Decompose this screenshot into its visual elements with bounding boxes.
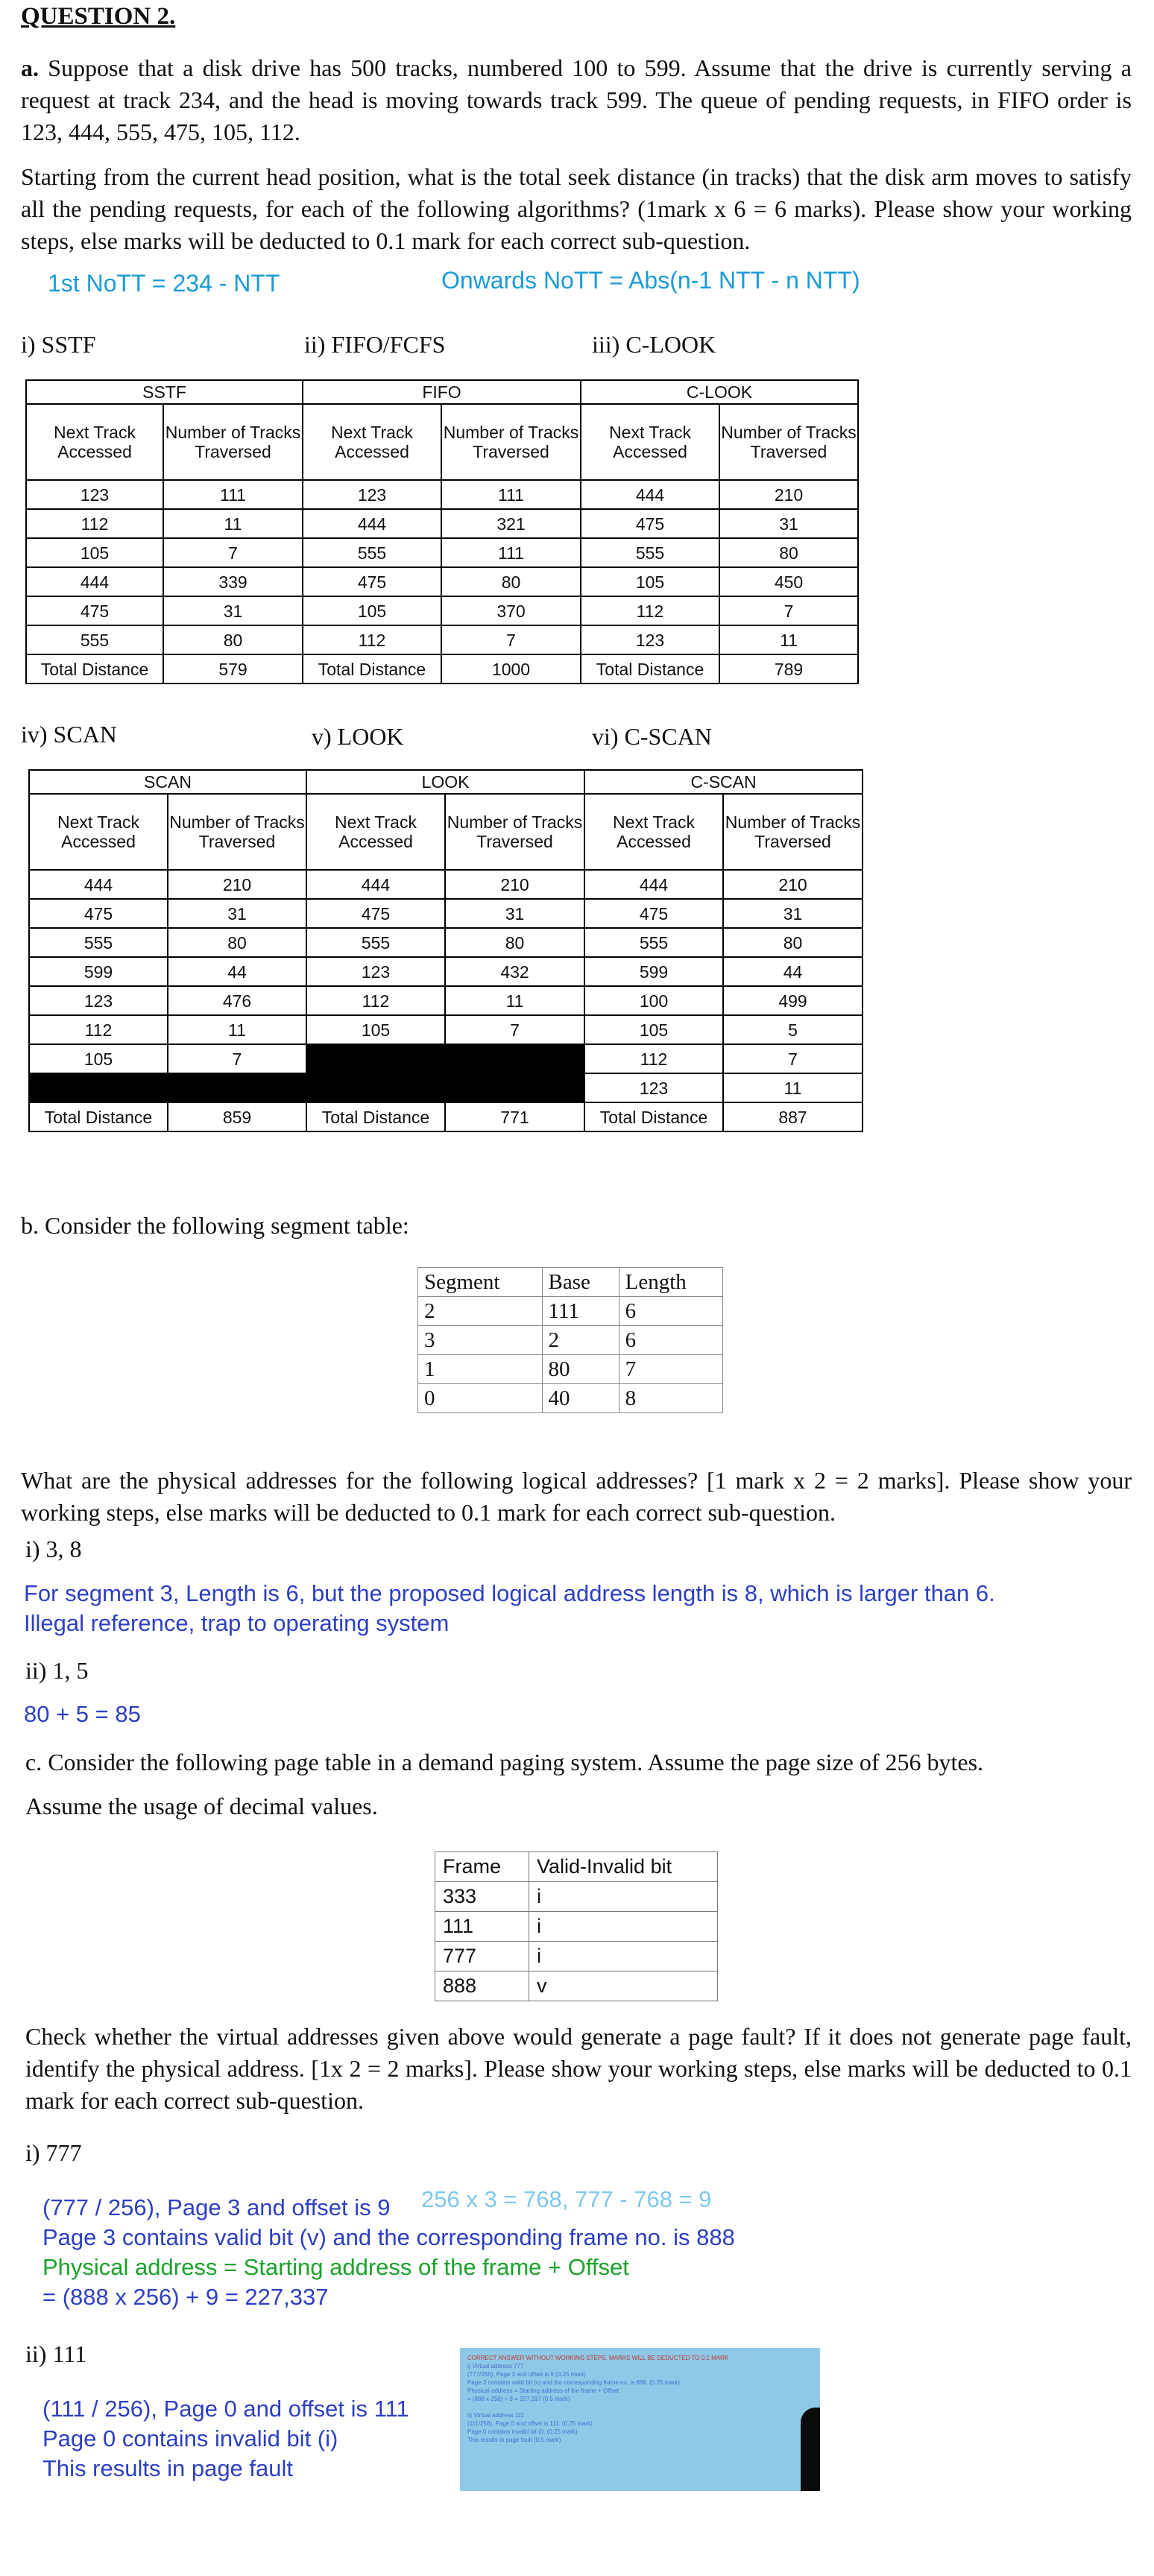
thumbnail-text-line: Page 0 contains invalid bit (i). (0.25 mark) [467,2428,578,2435]
table-cell: 475 [26,596,163,625]
label-look: v) LOOK [312,723,404,750]
total-label: Total Distance [581,654,719,684]
disk-table-row1 [25,379,859,684]
seg-cell: 0 [418,1384,543,1413]
label-sstf: i) SSTF [21,331,96,358]
table-cell: 555 [26,625,163,654]
total-value-fifo: 1000 [441,654,581,684]
part-c-a1-line4: = (888 x 256) + 9 = 227,337 [42,2284,329,2310]
note-onwards-nott: Onwards NoTT = Abs(n-1 NTT - n NTT) [441,267,860,294]
table-cell: 11 [445,986,584,1015]
page-table [435,1852,718,2001]
table-cell: 555 [581,538,719,567]
label-clook: iii) C-LOOK [592,331,716,358]
part-c-a1-line2: Page 3 contains valid bit (v) and the corresponding frame no. is 888 [42,2224,735,2250]
blank-cell [306,1073,445,1102]
table-cell: 123 [303,480,441,509]
table-cell: 432 [445,957,584,986]
seg-cell: 40 [542,1384,619,1413]
page-table-cell: 333 [435,1882,529,1912]
part-b-q2: ii) 1, 5 [25,1657,89,1684]
thumbnail-text-line: Page 3 contains valid bit (v) and the corresponding frame no. is 888. (0.25 mark) [467,2379,681,2386]
total-value-scan: 859 [168,1102,306,1131]
part-a-question: Starting from the current head position, what is the total seek distance (in tracks) that the disk arm moves to satisfy all the pending requests, for each of the following algorithms? (1mark x 6 = 6 marks). Please show your working steps, else marks will be deducted to 0.1 mark for each correct sub-question. [21,163,1132,254]
table-cell: 111 [441,538,581,567]
table-cell: 475 [303,567,441,596]
part-c-a2-line3: This results in page fault [42,2455,294,2481]
page-table-cell: 777 [435,1942,529,1972]
table-cell: 210 [445,870,584,899]
part-c-a2-line1: (111 / 256), Page 0 and offset is 111 [42,2396,409,2422]
page-table-cell: i [529,1942,718,1972]
table-cell: 44 [723,957,863,986]
blank-cell [29,1073,168,1102]
part-c-q1: i) 777 [25,2139,82,2166]
part-b-q1: i) 3, 8 [25,1535,82,1562]
table-cell: 7 [719,596,858,625]
table-cell: 31 [168,899,306,928]
part-c-text-line2: Assume the usage of decimal values. [25,1793,378,1819]
seg-cell: 1 [418,1355,543,1384]
part-a-description [21,52,1132,148]
table-cell: 112 [306,986,445,1015]
table-cell: 112 [584,1044,723,1073]
table-cell: 80 [168,928,306,957]
table-cell: 11 [168,1015,306,1044]
table-cell: 339 [163,567,303,596]
table-cell: 555 [303,538,441,567]
thumbnail-text-line: This results in page fault (0.5 mark) [467,2437,561,2443]
table-cell: 599 [29,957,168,986]
table-cell: 210 [168,870,306,899]
blank-cell [168,1073,306,1102]
table-cell: 321 [441,509,581,538]
table-cell: 123 [581,625,719,654]
table-title-scan: SCAN [29,770,306,794]
table-cell: 80 [441,567,581,596]
table-cell: 105 [584,1015,723,1044]
table-cell: 105 [581,567,719,596]
col-header-next-track: Next Track Accessed [303,404,441,480]
table-cell: 210 [719,480,858,509]
thumbnail-text-line: ii) Virtual address 111 [467,2412,525,2419]
table-cell: 555 [306,928,445,957]
table-cell: 31 [723,899,863,928]
table-cell: 31 [163,596,303,625]
table-cell: 111 [441,480,581,509]
table-cell: 31 [445,899,584,928]
table-cell: 112 [581,596,719,625]
table-cell: 555 [584,928,723,957]
table-title-look: LOOK [306,770,584,794]
table-cell: 5 [723,1015,863,1044]
table-cell: 123 [29,986,168,1015]
total-value-cscan: 887 [723,1102,863,1131]
table-cell: 599 [584,957,723,986]
col-header-tracks-traversed: Number of Tracks Traversed [445,794,584,870]
question-title: QUESTION 2. [21,3,176,30]
total-value-clook: 789 [719,654,858,684]
page-table-cell: v [529,1972,718,2001]
table-cell: 11 [163,509,303,538]
part-c-q2: ii) 111 [25,2340,87,2367]
col-header-next-track: Next Track Accessed [584,794,723,870]
page-table-cell: 111 [435,1912,529,1942]
table-cell: 475 [581,509,719,538]
table-cell: 7 [723,1044,863,1073]
page-table-header: Frame [435,1852,529,1882]
seg-header: Length [619,1268,722,1297]
seg-cell: 6 [619,1326,722,1355]
thumbnail-text-line: (777/256), Page 3 and offset is 9 (0.25 mark) [467,2371,587,2378]
thumbnail-text-line: = (888 x 256) + 9 = 227,337 (0.5 mark) [467,2396,570,2402]
thumbnail-text-line [467,2403,820,2411]
page-table-header: Valid-Invalid bit [529,1852,718,1882]
table-cell: 105 [306,1015,445,1044]
table-cell: 123 [306,957,445,986]
total-value-sstf: 579 [163,654,303,684]
page-table-cell: i [529,1882,718,1912]
table-cell: 444 [26,567,163,596]
page-table-cell: i [529,1912,718,1942]
thumbnail-shadow [801,2408,820,2491]
table-cell: 370 [441,596,581,625]
seg-cell: 2 [418,1297,543,1326]
part-c-question: Check whether the virtual addresses given above would generate a page fault? If it does not generate page fault, identify the physical address. [1x 2 = 2 marks]. Please show your working steps, else marks will be deducted to 0.1 mark for each correct sub-question. [25,2023,1132,2114]
table-cell: 80 [445,928,584,957]
table-cell: 44 [168,957,306,986]
table-cell: 475 [29,899,168,928]
table-cell: 105 [29,1044,168,1073]
part-b-a1-line2: Illegal reference, trap to operating system [24,1610,450,1636]
total-value-look: 771 [445,1102,584,1131]
table-cell: 7 [163,538,303,567]
table-cell: 100 [584,986,723,1015]
part-b-text: b. Consider the following segment table: [21,1212,409,1239]
col-header-tracks-traversed: Number of Tracks Traversed [168,794,306,870]
table-cell: 105 [26,538,163,567]
col-header-next-track: Next Track Accessed [581,404,719,480]
thumbnail-text-line: CORRECT ANSWER WITHOUT WORKING STEPS, MARKS WILL BE DEDUCTED TO 0.1 MARK [467,2355,729,2361]
part-b-a2: 80 + 5 = 85 [24,1701,141,1727]
table-title-fifo: FIFO [303,380,581,404]
part-c-a1-side-note: 256 x 3 = 768, 777 - 768 = 9 [421,2186,712,2212]
col-header-next-track: Next Track Accessed [306,794,445,870]
label-scan: iv) SCAN [21,721,117,748]
col-header-next-track: Next Track Accessed [29,794,168,870]
total-label: Total Distance [584,1102,723,1131]
table-cell: 555 [29,928,168,957]
table-cell: 444 [303,509,441,538]
part-c-text-line1: c. Consider the following page table in a demand paging system. Assume the page size of 256 bytes. [25,1749,984,1775]
table-cell: 111 [163,480,303,509]
table-cell: 80 [723,928,863,957]
table-cell: 7 [441,625,581,654]
seg-header: Segment [418,1268,543,1297]
total-label: Total Distance [303,654,441,684]
table-cell: 450 [719,567,858,596]
segment-table [417,1267,723,1413]
col-header-next-track: Next Track Accessed [26,404,163,480]
table-cell: 123 [584,1073,723,1102]
col-header-tracks-traversed: Number of Tracks Traversed [163,404,303,480]
table-cell: 112 [303,625,441,654]
col-header-tracks-traversed: Number of Tracks Traversed [441,404,581,480]
part-c-a1-line1: (777 / 256), Page 3 and offset is 9 [42,2194,391,2220]
col-header-tracks-traversed: Number of Tracks Traversed [723,794,863,870]
table-cell: 11 [719,625,858,654]
seg-cell: 8 [619,1384,722,1413]
thumbnail-text-line: Physical address = Starting address of the frame + Offset [467,2387,619,2394]
part-c-a1-line3: Physical address = Starting address of the frame + Offset [42,2254,629,2280]
blank-cell [445,1044,584,1073]
table-cell: 444 [581,480,719,509]
seg-cell: 6 [619,1297,722,1326]
blank-cell [306,1044,445,1073]
seg-header: Base [542,1268,619,1297]
page-table-cell: 888 [435,1972,529,2001]
label-fifo: ii) FIFO/FCFS [304,331,446,358]
table-cell: 7 [168,1044,306,1073]
seg-cell: 111 [542,1297,619,1326]
part-a-text: Suppose that a disk drive has 500 tracks, numbered 100 to 599. Assume that the drive is currently serving a request at track 234, and the head is moving towards track 599. The queue of pending requests, in FIFO order is 123, 444, 555, 475, 105, 112. [21,54,1132,145]
thumbnail-text-line: (111/256), Page 0 and offset is 111. (0.25 mark) [467,2420,593,2427]
part-b-question: What are the physical addresses for the following logical addresses? [1 mark x 2 = 2 marks]. Please show your working steps, else marks will be deducted to 0.1 mark for each correct sub-question. [21,1467,1132,1526]
table-title-cscan: C-SCAN [584,770,863,794]
table-cell: 11 [723,1073,863,1102]
thumbnail-text-line: i) Virtual address 777 [467,2363,524,2370]
table-cell: 499 [723,986,863,1015]
table-cell: 210 [723,870,863,899]
total-label: Total Distance [306,1102,445,1131]
table-cell: 476 [168,986,306,1015]
table-cell: 80 [163,625,303,654]
table-cell: 80 [719,538,858,567]
part-c-a2-line2: Page 0 contains invalid bit (i) [42,2425,338,2452]
table-cell: 7 [445,1015,584,1044]
seg-cell: 3 [418,1326,543,1355]
seg-cell: 80 [542,1355,619,1384]
part-b-a1-line1: For segment 3, Length is 6, but the proposed logical address length is 8, which is larger than 6. [24,1580,995,1606]
seg-cell: 7 [619,1355,722,1384]
disk-table-row2 [28,769,863,1132]
note-first-nott: 1st NoTT = 234 - NTT [48,270,280,297]
table-cell: 112 [29,1015,168,1044]
table-title-clook: C-LOOK [581,380,858,404]
answer-key-thumbnail [460,2348,820,2491]
table-cell: 475 [584,899,723,928]
table-cell: 105 [303,596,441,625]
table-cell: 444 [584,870,723,899]
table-cell: 112 [26,509,163,538]
table-title-sstf: SSTF [26,380,303,404]
part-a-label: a. [21,54,39,81]
table-cell: 31 [719,509,858,538]
table-cell: 475 [306,899,445,928]
total-label: Total Distance [29,1102,168,1131]
label-cscan: vi) C-SCAN [592,723,712,750]
table-cell: 444 [29,870,168,899]
blank-cell [445,1073,584,1102]
seg-cell: 2 [542,1326,619,1355]
col-header-tracks-traversed: Number of Tracks Traversed [719,404,858,480]
table-cell: 444 [306,870,445,899]
table-cell: 123 [26,480,163,509]
total-label: Total Distance [26,654,163,684]
